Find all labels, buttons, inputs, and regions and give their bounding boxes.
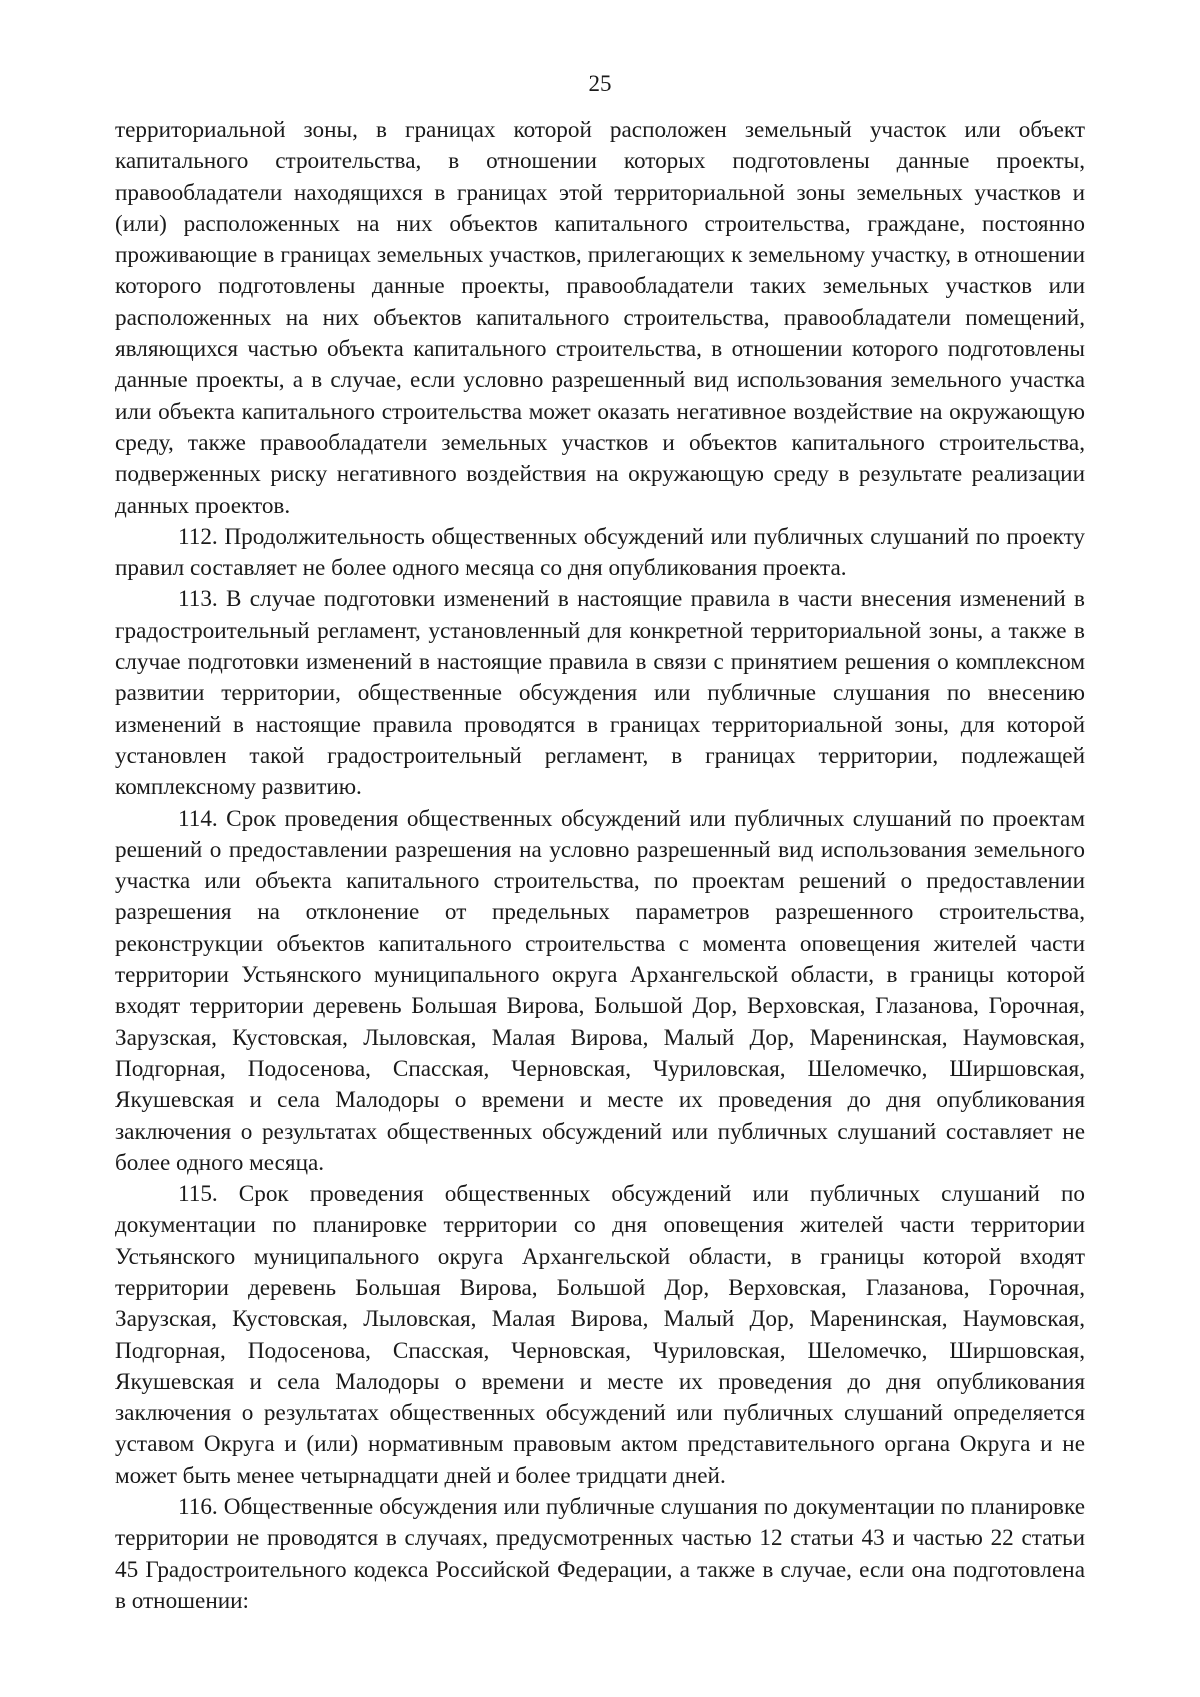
paragraph-114: 114. Срок проведения общественных обсуждений или публичных слушаний по проектам решений о предоставлении разрешения на условно разрешенный вид использования земельного участка или объекта капитального строительства, по проектам решений о предоставлении разрешения на отклонение от предельных параметров разрешенного строительства, реконструкции объектов капитального строительства с момента оповещения жителей части территории Устьянского муниципального округа Архангельской области, в границы которой входят территории деревень Большая Вирова, Большой Дор, Верховская, Глазанова, Горочная, Зарузская, Кустовская, Лыловская, Малая Вирова, Малый Дор, Маренинская, Наумовская, Подгорная, Подосенова, Спасская, Черновская, Чуриловская, Шеломечко, Ширшовская, Якушевская и села Малодоры о времени и месте их проведения до дня опубликования заключения о результатах общественных обсуждений или публичных слушаний составляет не более одного месяца. <box>115 805 1085 1176</box>
paragraph-115: 115. Срок проведения общественных обсуждений или публичных слушаний по документации по планировке территории со дня оповещения жителей части территории Устьянского муниципального округа Архангельской области, в границы которой входят территории деревень Большая Вирова, Большой Дор, Верховская, Глазанова, Горочная, Зарузская, Кустовская, Лыловская, Малая Вирова, Малый Дор, Маренинская, Наумовская, Подгорная, Подосенова, Спасская, Черновская, Чуриловская, Шеломечко, Ширшовская, Якушевская и села Малодоры о времени и месте их проведения до дня опубликования заключения о результатах общественных обсуждений или публичных слушаний определяется уставом Округа и (или) нормативным правовым актом представительного органа Округа и не может быть менее четырнадцати дней и более тридцати дней. <box>115 1181 1085 1489</box>
document-body <box>115 115 1085 1617</box>
paragraph-continuation: территориальной зоны, в границах которой расположен земельный участок или объект капитального строительства, в отношении которых подготовлены данные проекты, правообладатели находящихся в границах этой территориальной зоны земельных участков и (или) расположенных на них объектов капитального строительства, граждане, постоянно проживающие в границах земельных участков, прилегающих к земельному участку, в отношении которого подготовлены данные проекты, правообладатели таких земельных участков или расположенных на них объектов капитального строительства, правообладатели помещений, являющихся частью объекта капитального строительства, в отношении которого подготовлены данные проекты, а в случае, если условно разрешенный вид использования земельного участка или объекта капитального строительства может оказать негативное воздействие на окружающую среду, также правообладатели земельных участков и объектов капитального строительства, подверженных риску негативного воздействия на окружающую среду в результате реализации данных проектов. <box>115 117 1085 519</box>
paragraph-112: 112. Продолжительность общественных обсуждений или публичных слушаний по проекту правил составляет не более одного месяца со дня опубликования проекта. <box>115 523 1085 582</box>
paragraph-113: 113. В случае подготовки изменений в настоящие правила в части внесения изменений в градостроительный регламент, установленный для конкретной территориальной зоны, а также в случае подготовки изменений в настоящие правила в связи с принятием решения о комплексном развитии территории, общественные обсуждения или публичные слушания по внесению изменений в настоящие правила проводятся в границах территориальной зоны, для которой установлен такой градостроительный регламент, в границах территории, подлежащей комплексному развитию. <box>115 586 1085 801</box>
paragraph-116: 116. Общественные обсуждения или публичные слушания по документации по планировке территории не проводятся в случаях, предусмотренных частью 12 статьи 43 и частью 22 статьи 45 Градостроительного кодекса Российской Федерации, а также в случае, если она подготовлена в отношении: <box>115 1494 1085 1614</box>
page-number: 25 <box>588 71 612 96</box>
